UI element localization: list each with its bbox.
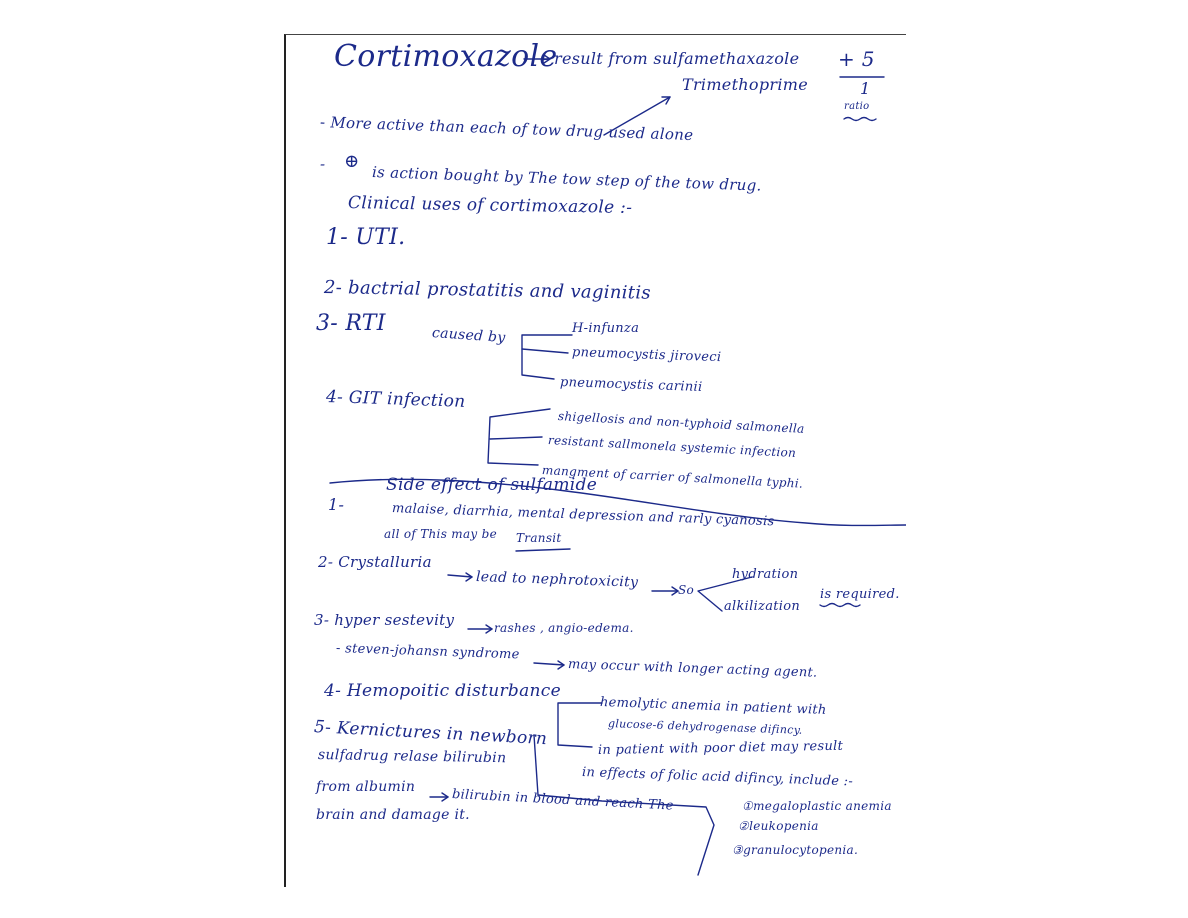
side-1-transit: Transit (516, 531, 562, 545)
clinical-heading: Clinical uses of cortimoxazole :- (347, 193, 633, 218)
side-3-rashes: rashes , angio-edema. (494, 621, 634, 635)
rti-pneumocystis-carinii: pneumocystis carinii (559, 375, 703, 395)
side-2-crystalluria: 2- Crystalluria (318, 553, 432, 571)
rti-h-influenza: H-infunza (572, 321, 640, 336)
rti-pneumocystis-jiroveci: pneumocystis jiroveci (571, 345, 722, 366)
combined-symbol-icon: ⊕ (344, 151, 360, 172)
side-4-item-granulocytopenia (732, 843, 858, 857)
item-granulocytopenia-text: granulocytopenia. (743, 843, 859, 857)
side-3-hypersensitivity: 3- hyper sestevity (314, 611, 455, 629)
side-4-item-leukopenia (738, 819, 819, 833)
side-2-required: is required. (820, 587, 900, 602)
side-4-hemolytic: hemolytic anemia in patient with (599, 695, 827, 718)
side-2-nephrotoxicity: lead to nephrotoxicity (475, 569, 639, 591)
side-4-poor-diet: in patient with poor diet may result (597, 738, 844, 758)
use-4-git: 4- GIT infection (325, 387, 466, 412)
use-3-rti: 3- RTI (316, 311, 386, 336)
side-4-folic-acid: in effects of folic acid difincy, include :- (581, 765, 854, 790)
side-1-number: 1- (328, 495, 345, 514)
side-effects-heading: Side effect of sulfamide (386, 475, 598, 495)
side-5-albumin: from albumin (316, 779, 416, 795)
circled-2-icon: ② (738, 819, 750, 833)
use-1-uti: 1- UTI. (326, 225, 406, 250)
ratio-word: ratio (844, 101, 870, 112)
use-2-prostatitis: 2- bactrial prostatitis and vaginitis (323, 277, 652, 304)
side-4-g6pd: glucose-6 dehydrogenase difincy. (607, 717, 803, 737)
line-action: is action bought by The tow step of the tow drug. (371, 163, 762, 195)
line-more-active: - More active than each of tow drug used alone (319, 113, 694, 145)
side-2-so: So (678, 583, 695, 597)
item-leukopenia-text: leukopenia (749, 819, 819, 833)
side-1-text: malaise, diarrhia, mental depression and rarly cyanosis (391, 501, 775, 530)
side-4-hemopoietic: 4- Hemopoitic disturbance (324, 681, 561, 701)
line-action-prefix: - (320, 155, 326, 173)
side-3-longer-acting: may occur with longer acting agent. (567, 657, 818, 681)
circled-3-icon: ③ (732, 843, 744, 857)
note-title: Cortimoxazole (334, 39, 558, 74)
side-5-sulfadrug: sulfadrug relase bilirubin (317, 747, 507, 767)
trimethoprime-label: Trimethoprime (682, 75, 808, 94)
git-shigellosis: shigellosis and non-typhoid salmonella (557, 409, 805, 436)
circled-1-icon: ① (742, 799, 754, 813)
side-5-bilirubin-blood: bilirubin in blood and reach The (451, 787, 675, 814)
side-5-kernicterus: 5- Kernictures in newborn (313, 717, 548, 750)
side-3-steven-johnson: - steven-johansn syndrome (335, 641, 520, 663)
side-5-brain: brain and damage it. (316, 807, 470, 823)
side-2-hydration: hydration (732, 567, 799, 582)
git-resistant-salmonella: resistant sallmonela systemic infection (547, 433, 797, 460)
side-1-note: all of This may be (384, 527, 497, 541)
title-rest: result from sulfamethaxazole (554, 49, 800, 68)
side-4-item-megaloblastic (742, 799, 892, 813)
git-carrier-typhi: mangment of carrier of salmonella typhi. (541, 463, 804, 491)
ratio-denominator: 1 (860, 79, 871, 98)
ratio-plus: + 5 (838, 47, 875, 71)
use-3-caused-by: caused by (431, 325, 507, 347)
side-2-alkilization: alkilization (724, 599, 801, 614)
item-megaloblastic-text: megaloplastic anemia (753, 799, 892, 813)
handwritten-note-page (284, 34, 906, 887)
